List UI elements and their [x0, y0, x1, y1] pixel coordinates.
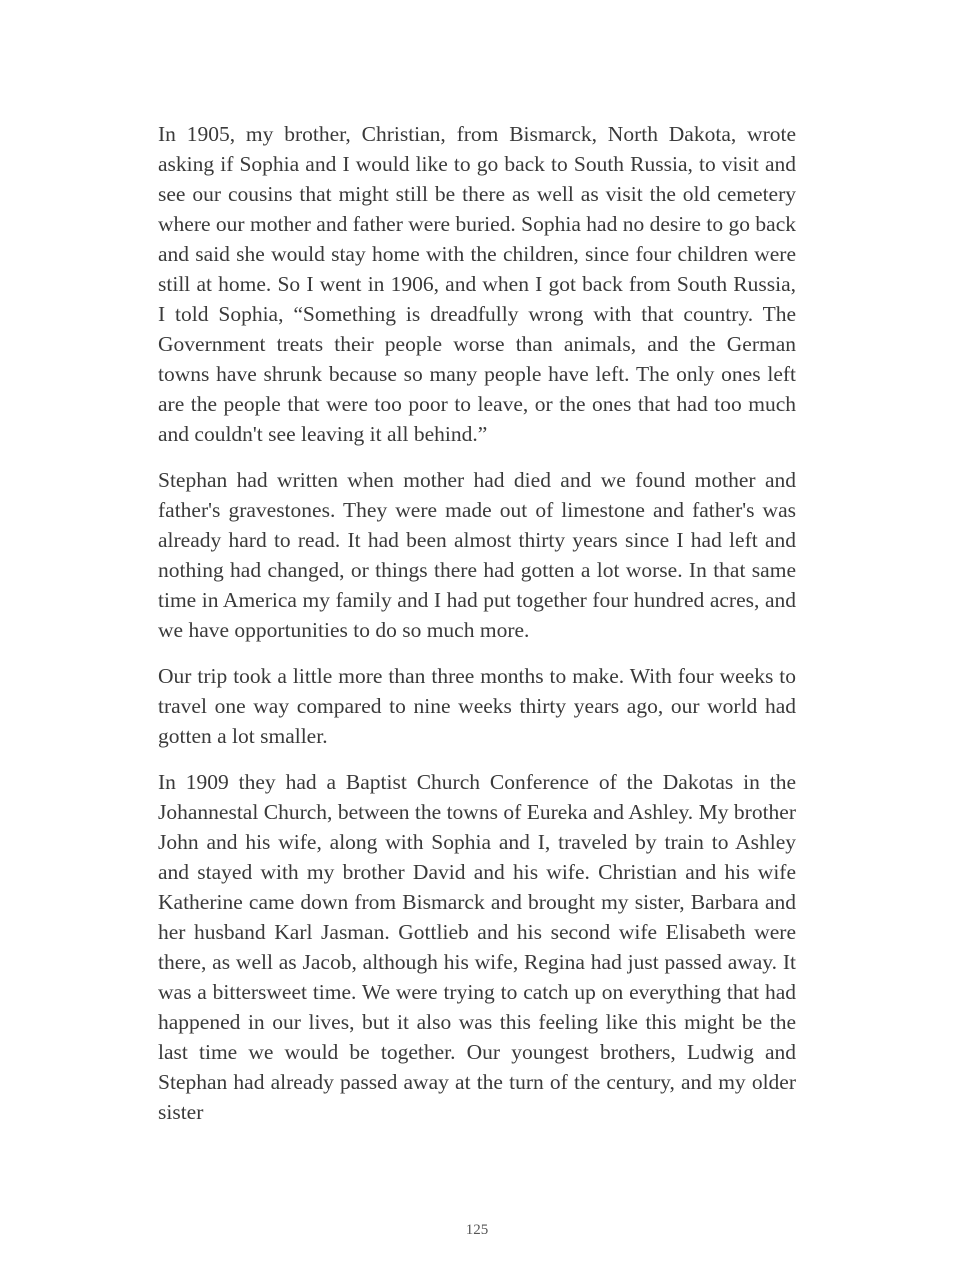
page-number: 125	[465, 1222, 489, 1238]
paragraph-1: In 1905, my brother, Christian, from Bismarck, North Dakota, wrote asking if Sophia and I would like to go back to South Russia, to visit and see our cousins that might still be there as well as visit the old cemetery where our mother and father were buried. Sophia had no desire to go back and said she would stay home with the children, since four children were still at home. So I went in 1906, and when I got back from South Russia, I told Sophia, “Something is dreadfully wrong with that country. The Government treats their people worse than animals, and the German towns have shrunk because so many people have left. The only ones left are the people that were too poor to leave, or the ones that had too much and couldn't see leaving it all behind.”	[158, 122, 796, 446]
paragraph-4: In 1909 they had a Baptist Church Conference of the Dakotas in the Johannestal Church, between the towns of Eureka and Ashley. My brother John and his wife, along with Sophia and I, traveled by train to Ashley and stayed with my brother David and his wife. Christian and his wife Katherine came down from Bismarck and brought my sister, Barbara and her husband Karl Jasman. Gottlieb and his second wife Elisabeth were there, as well as Jacob, although his wife, Regina had just passed away. It was a bittersweet time. We were trying to catch up on everything that had happened in our lives, but it also was this feeling like this might be the last time we would be together. Our youngest brothers, Ludwig and Stephan had already passed away at the turn of the century, and my older sister	[158, 770, 796, 1124]
page-body	[158, 119, 796, 1143]
paragraph-2: Stephan had written when mother had died and we found mother and father's gravestones. They were made out of limestone and father's was already hard to read. It had been almost thirty years since I had left and nothing had changed, or things there had gotten a lot worse. In that same time in America my family and I had put together four hundred acres, and we have opportunities to do so much more.	[158, 468, 796, 642]
paragraph-3: Our trip took a little more than three months to make. With four weeks to travel one way compared to nine weeks thirty years ago, our world had gotten a lot smaller.	[158, 664, 796, 748]
